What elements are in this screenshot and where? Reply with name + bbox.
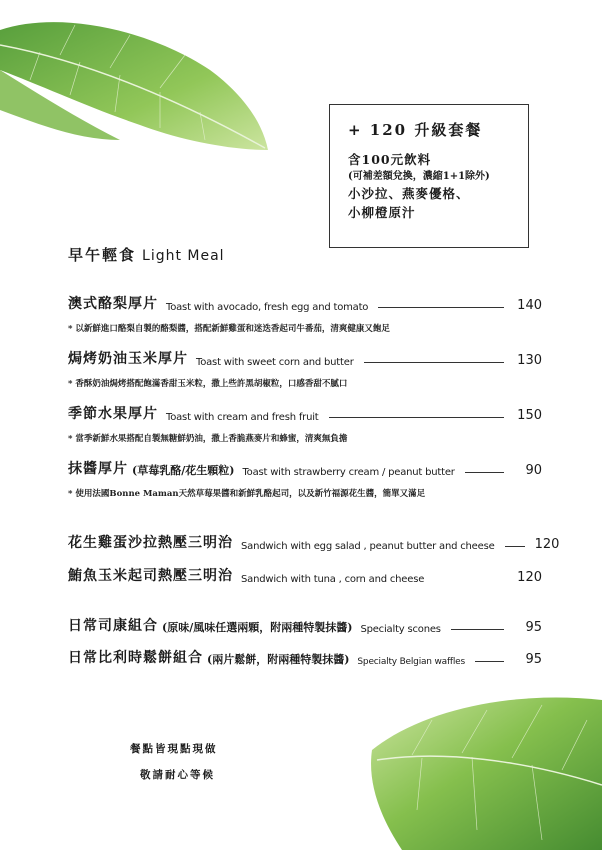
leader-line [451,629,504,630]
item-english-name: Toast with sweet corn and butter [196,357,354,368]
section-title-zh: 早午輕食 [68,246,137,264]
menu-item-waffles-set [68,647,542,667]
menu-item-spread-toast [68,458,542,478]
item-name: 日常比利時鬆餅組合 [68,650,203,666]
section-title-en: Light Meal [142,248,225,264]
footer-note-line-2: 敬請耐心等候 [140,769,215,781]
combo-side-2: 小柳橙原汁 [348,205,416,220]
menu-item-avocado-toast [68,293,542,313]
menu-item-scones-set [68,615,542,635]
menu-item-fruit-toast [68,403,542,423]
leader-line [505,546,525,547]
item-english-name: Sandwich with egg salad , peanut butter and cheese [241,541,495,552]
item-english-name: Toast with cream and fresh fruit [166,412,319,423]
item-option: (草莓乳酪/花生顆粒) [132,464,235,477]
combo-note: (可補差額兌換，濃縮1+1除外) [348,171,490,182]
item-price: 140 [517,298,542,313]
item-description: * 香酥奶油焗烤搭配飽滿香甜玉米粒，撒上些許黑胡椒粒，口感香甜不膩口 [68,379,348,389]
item-english-name: Specialty scones [360,624,441,635]
leader-line [378,307,504,308]
item-english-name: Sandwich with tuna , corn and cheese [241,574,425,585]
item-price: 90 [525,463,542,478]
item-price: 95 [525,652,542,667]
leader-line [329,417,504,418]
item-option: (兩片鬆餅，附兩種特製抹醬) [207,653,350,666]
leader-line [364,362,504,363]
combo-drink: 含100元飲料 [348,152,432,167]
upgrade-combo-box [329,104,529,248]
item-option: (原味/風味任選兩顆，附兩種特製抹醬) [162,621,353,634]
section-title [68,244,225,265]
item-price: 130 [517,353,542,368]
item-name: 季節水果厚片 [68,406,158,422]
item-name: 日常司康組合 [68,618,158,634]
item-english-name: Toast with strawberry cream / peanut butter [242,467,455,478]
item-english-name: Toast with avocado, fresh egg and tomato [166,302,369,313]
item-name: 花生雞蛋沙拉熱壓三明治 [68,535,233,551]
item-english-name: Specialty Belgian waffles [357,657,466,667]
combo-title: + 120 升級套餐 [348,121,483,139]
menu-item-egg-salad-sandwich [68,532,560,552]
item-price: 95 [525,620,542,635]
combo-side-1: 小沙拉、燕麥優格、 [348,186,470,201]
item-price: 120 [534,537,560,552]
item-name: 抹醬厚片 [68,461,128,477]
banana-leaf-bottom-illustration [362,690,602,850]
leader-line [465,472,504,473]
item-description: * 以新鮮進口酪梨自製的酪梨醬，搭配新鮮雞蛋和迷迭香起司牛番茄，清爽健康又飽足 [68,324,390,334]
menu-item-tuna-sandwich [68,565,542,585]
menu-item-corn-toast [68,348,542,368]
item-price: 150 [517,408,542,423]
item-name: 鮪魚玉米起司熱壓三明治 [68,568,233,584]
item-price: 120 [517,570,542,585]
item-name: 澳式酪梨厚片 [68,296,158,312]
item-description: * 使用法國Bonne Maman天然草莓果醬和新鮮乳酪起司，以及新竹福源花生醬，簡單又滿足 [68,489,426,499]
leader-line [475,661,504,662]
banana-leaf-top-illustration [0,0,270,170]
item-name: 焗烤奶油玉米厚片 [68,351,188,367]
footer-note-line-1: 餐點皆現點現做 [130,743,218,755]
item-description: * 當季新鮮水果搭配自製無糖鮮奶油，撒上香脆燕麥片和蜂蜜，清爽無負擔 [68,434,348,444]
